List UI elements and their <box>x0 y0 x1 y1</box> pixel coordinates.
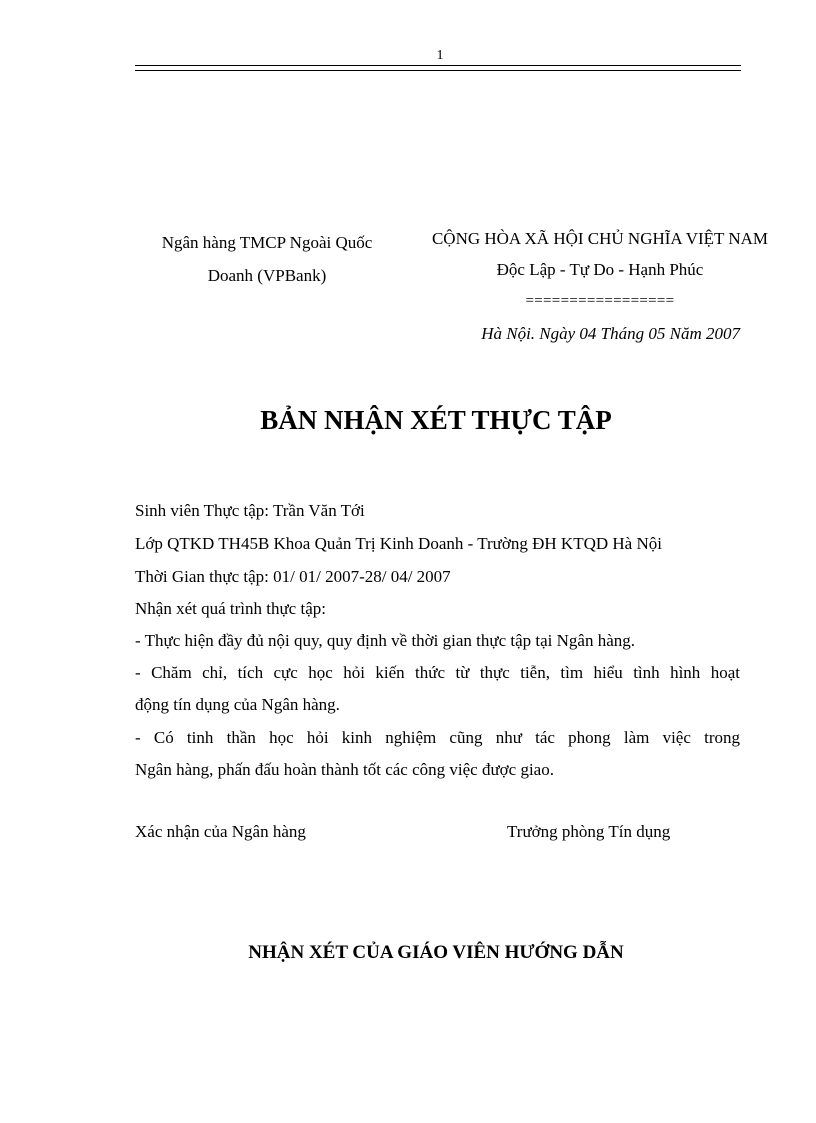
comment-bullet-1: - Thực hiện đầy đủ nội quy, quy định về thời gian thực tập tại Ngân hàng. <box>135 631 636 650</box>
advisor-comments-title: NHẬN XÉT CỦA GIÁO VIÊN HƯỚNG DẪN <box>248 942 624 963</box>
bank-name-line2: Doanh (VPBank) <box>207 266 327 285</box>
student-name: Sinh viên Thực tập: Trần Văn Tới <box>135 501 365 520</box>
student-class: Lớp QTKD TH45B Khoa Quản Trị Kinh Doanh - Trường ĐH KTQD Hà Nội <box>135 534 662 553</box>
document-date: Hà Nội. Ngày 04 Tháng 05 Năm 2007 <box>481 324 740 343</box>
comment-bullet-3-cont: Ngân hàng, phấn đấu hoàn thành tốt các công việc được giao. <box>135 760 554 779</box>
credit-head-label: Trưởng phòng Tín dụng <box>507 822 671 841</box>
motto-separator: ================= <box>525 293 675 309</box>
bank-confirmation-label: Xác nhận của Ngân hàng <box>135 822 306 841</box>
bank-name <box>140 226 394 292</box>
header-rule <box>135 65 741 71</box>
page-number: 1 <box>436 48 444 63</box>
national-motto: Độc Lập - Tự Do - Hạnh Phúc <box>496 260 704 279</box>
comments-label: Nhận xét quá trình thực tập: <box>135 599 326 618</box>
document-title: BẢN NHẬN XÉT THỰC TẬP <box>260 405 612 435</box>
national-title: CỘNG HÒA XÃ HỘI CHỦ NGHĨA VIỆT NAM <box>431 229 769 248</box>
comment-bullet-2: - Chăm chỉ, tích cực học hỏi kiến thức từ thực tiễn, tìm hiểu tình hình hoạt <box>135 663 740 682</box>
internship-period: Thời Gian thực tập: 01/ 01/ 2007-28/ 04/ 2007 <box>135 567 451 586</box>
comment-bullet-3: - Có tinh thần học hỏi kinh nghiệm cũng như tác phong làm việc trong <box>135 728 740 747</box>
bank-name-line1: Ngân hàng TMCP Ngoài Quốc <box>161 233 373 252</box>
comment-bullet-2-cont: động tín dụng của Ngân hàng. <box>135 695 340 714</box>
